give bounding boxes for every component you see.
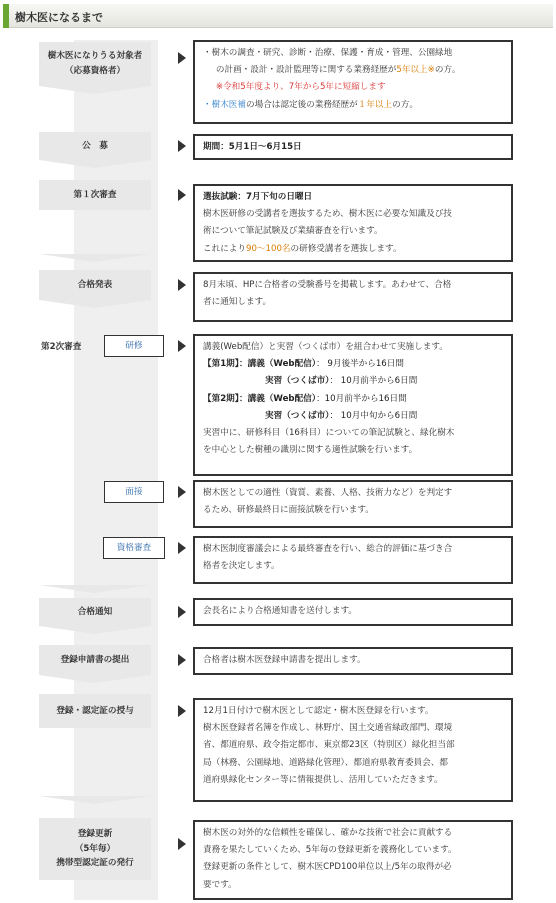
- step-label-register: 登録・認定証の授与: [39, 694, 151, 728]
- training-period2-practice: 実習（つくば市）： 10月中旬から6日間: [265, 410, 418, 421]
- register-line1: 12月1日付けで樹木医として認定・樹木医登録を行います。: [203, 706, 434, 716]
- recruit-period: 期間：5月1日〜6月15日: [203, 142, 302, 152]
- step-label-second-exam: 第2次審査: [41, 342, 82, 352]
- pointer-arrow-icon: [178, 838, 186, 850]
- step-box-renew: [193, 820, 513, 900]
- pointer-arrow-icon: [178, 279, 186, 291]
- renew-line4: 要です。: [203, 879, 237, 890]
- section-title: 樹木医になるまで: [15, 11, 103, 24]
- substep-interview: 面接: [104, 481, 164, 503]
- first-exam-line3: 術について筆記試験及び業績審査を行います。: [203, 226, 383, 237]
- step-label-applicants-line2: （応募資格者）: [64, 66, 126, 76]
- training-line-a: 実習中に、研修科目（16科目）についての筆記試験と、緑化樹木: [203, 427, 455, 438]
- step-box-interview: [193, 480, 513, 528]
- step-box-apply: [193, 647, 513, 675]
- step-label-first-exam: 第１次審査: [39, 180, 151, 210]
- applicants-line1: ・樹木の調査・研究、診断・治療、保護・育成・管理、公園緑地: [203, 48, 453, 58]
- substep-training: 研修: [104, 335, 164, 357]
- flow-spine: [74, 40, 158, 900]
- step-box-training: [193, 334, 513, 476]
- register-line4: 局（林務、公園緑地、道路緑化管理）、都道府県教育委員会、都: [203, 757, 448, 768]
- register-line3: 省、都道府県、政令指定都市、東京都23区（特別区）緑化担当部: [203, 740, 455, 751]
- training-line-b: を中心とした樹種の識別に関する適性試験を行います。: [203, 445, 418, 456]
- step-label-applicants-line1: 樹木医になりうる対象者: [47, 51, 143, 62]
- pointer-arrow-icon: [178, 654, 186, 666]
- register-line5: 道府県緑化センター等に情報提供し、活用していただきます。: [203, 774, 443, 785]
- step-box-announce: [193, 272, 513, 322]
- notice-text: 会長名により合格通知書を送付します。: [203, 606, 358, 616]
- pointer-arrow-icon: [178, 705, 186, 717]
- step-box-applicants: [193, 40, 513, 124]
- renew-line3: 登録更新の条件として、樹木医CPD100単位以上/5年の取得が必: [203, 862, 452, 873]
- applicants-line4: ・樹木医補の場合は認定後の業務経歴が１年以上の方。: [203, 99, 418, 110]
- announce-line1: 8月末頃、HPに合格者の受験番号を掲載します。あわせて、合格: [203, 280, 452, 290]
- interview-line2: るため、研修最終日に面接試験を行います。: [203, 505, 374, 516]
- apply-text: 合格者は樹木医登録申請書を提出します。: [203, 655, 366, 665]
- section-header: [3, 4, 553, 28]
- interview-line1: 樹木医としての適性（資質、素養、人格、技術力など）を判定す: [203, 488, 453, 498]
- first-exam-date: 選抜試験：7月下旬の日曜日: [203, 192, 313, 202]
- pointer-arrow-icon: [178, 542, 186, 554]
- step-box-register: [193, 698, 513, 802]
- training-period2: 【第2期】：講義（Web配信）：10月前半から16日間: [203, 393, 407, 404]
- step-label-announce: 合格発表: [39, 270, 151, 300]
- pointer-arrow-icon: [178, 340, 186, 352]
- qualification-line2: 格者を決定します。: [203, 561, 280, 572]
- pointer-arrow-icon: [178, 606, 186, 618]
- step-box-recruit: [193, 134, 513, 160]
- qualification-line1: 樹木医制度審議会による最終審査を行い、総合的評価に基づき合: [203, 544, 453, 554]
- training-period1: 【第1期】：講義（Web配信）： 9月後半から16日間: [203, 359, 404, 370]
- step-label-apply: 登録申請書の提出: [39, 645, 151, 675]
- training-period1-practice: 実習（つくば市）： 10月前半から6日間: [265, 376, 418, 387]
- renew-line2: 責務を果たしていくため、5年毎の登録更新を義務化しています。: [203, 845, 457, 856]
- step-label-notice: 合格通知: [39, 598, 151, 626]
- applicants-line2: の計画・設計・設計監理等に関する業務経歴が5年以上※の方。: [215, 65, 461, 76]
- renew-line1: 樹木医の対外的な信頼性を確保し、確かな技術で社会に貢献する: [203, 828, 453, 838]
- substep-qualification: 資格審査: [103, 537, 165, 559]
- step-label-applicants: [39, 42, 151, 86]
- applicants-note: ※令和5年度より、7年から5年に短縮します: [215, 82, 386, 93]
- training-line1: 講義(Web配信）と実習（つくば市）を組合わせて実施します。: [203, 342, 448, 352]
- register-line2: 樹木医登録者名簿を作成し、林野庁、国土交通省緑政部門、環境: [203, 723, 453, 734]
- step-label-recruit: 公 募: [39, 132, 151, 160]
- step-box-first-exam: [193, 184, 513, 262]
- header-accent-bar: [3, 4, 9, 28]
- step-box-notice: [193, 598, 513, 626]
- step-box-qualification: [193, 536, 513, 584]
- pointer-arrow-icon: [178, 52, 186, 64]
- first-exam-line2: 樹木医研修の受講者を選抜するため、樹木医に必要な知識及び技: [203, 209, 452, 220]
- announce-line2: 者に通知します。: [203, 297, 272, 308]
- pointer-arrow-icon: [178, 189, 186, 201]
- first-exam-line4: これにより90〜100名の研修受講者を選抜します。: [203, 243, 402, 254]
- step-label-renew: 登録更新 （5年毎） 携帯型認定証の発行: [39, 818, 151, 880]
- pointer-arrow-icon: [178, 486, 186, 498]
- pointer-arrow-icon: [178, 140, 186, 152]
